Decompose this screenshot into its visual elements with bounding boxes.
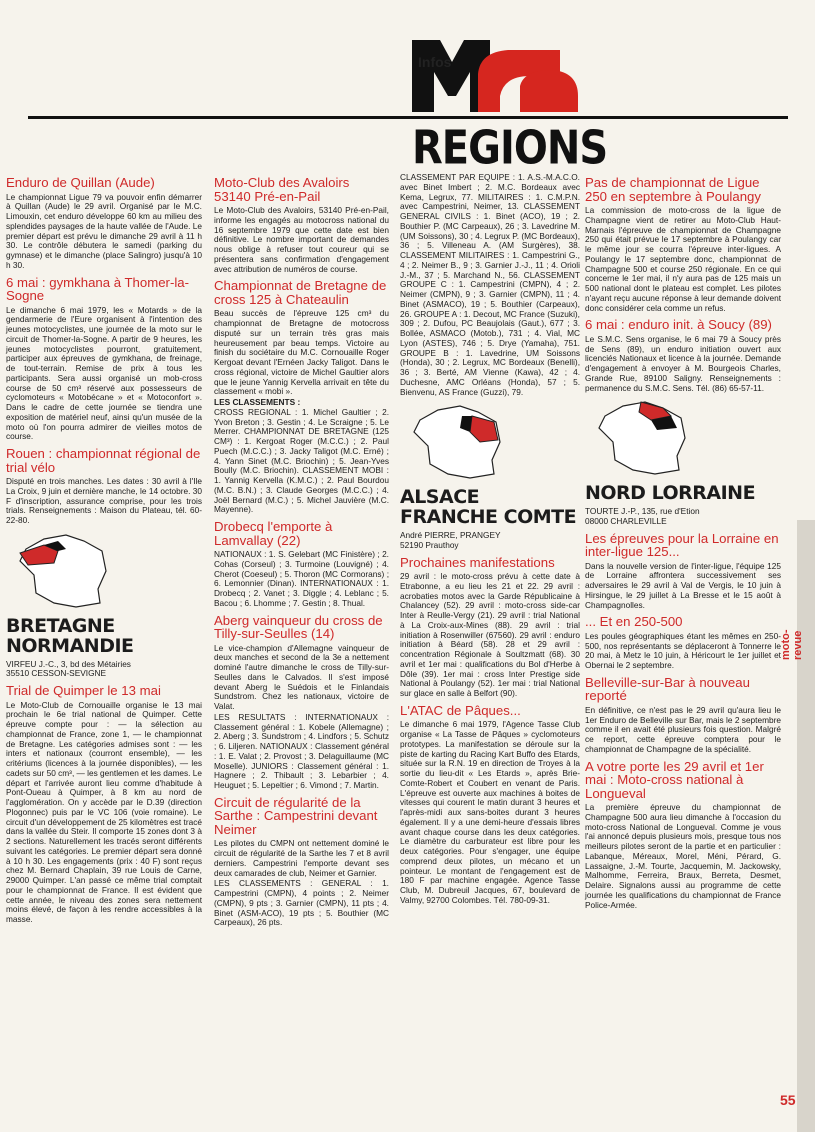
article-title: ... Et en 250-500 — [585, 614, 683, 630]
article-body: Le dimanche 6 mai 1979, l'Agence Tasse Club organise « La Tasse de Pâques » cyclomoteurs prototypes. La manifestation se déroule sur la piste de karting du Racing Kart Buffo des Etards, située sur la R.N. 19 en direction de Troyes à la sortie du lieu-dit « Les Etards », après Brie-Comte-Robert et Coubert en venant de Paris. L'épreuve est ouverte aux machines à boites de vitesses qui courent le matin durant 3 heures et l'après-midi aux sans-boites durant 3 heures également. Il y a une demi-heure d'essais libres avant chaque course dans les deux catégories. Le diamètre du carburateur est libre pour les deux catégories. Pour s'engager, une équipe comprend deux pilotes, un mécano et un pointeur. Le montant de l'engagement est de 180 F par machine engagée. Agence Tasse Club, M. Dubreuil Jacques, 67, boulevard de Valmy, 92700 Colombes. Tél. 780-09-31. — [400, 719, 580, 905]
infos-label: Infos — [418, 54, 452, 70]
article-title: Aberg vainqueur du cross de Tilly-sur-Seulles (14) — [214, 612, 383, 641]
article-title: Rouen : championnat régional de trial vélo — [6, 446, 201, 475]
article-body: Le S.M.C. Sens organise, le 6 mai 79 à Soucy près de Sens (89), un enduro initiation ouvert aux licenciés Nationaux et licence à la journée. Demande d'engagement à envoyer à M. Bourgeois Charles, Grande Rue, 89100 Saligny. Renseignements : permanence du S.M.C. Sens. Tél. (86) 65-57-11. — [585, 333, 781, 393]
article-title: Moto-Club des Avaloirs 53140 Pré-en-Pail — [214, 175, 350, 204]
article-body: En définitive, ce n'est pas le 29 avril qu'aura lieu le 1er Enduro de Belleville sur Bar, mais le 2 septembre comme il en avait été plusieurs fois question. Malgré ce report, cette épreuve comptera pour le championnat de Champagne de la spécialité. — [585, 704, 781, 754]
page-edge-strip — [797, 520, 815, 1132]
article-title: 6 mai : gymkhana à Thomer-la-Sogne — [6, 274, 189, 303]
region-name: BRETAGNE — [6, 614, 115, 637]
france-map-icon — [408, 402, 508, 480]
column-4 — [585, 176, 781, 911]
results-body: LES CLASSEMENTS : GENERAL : 1. Campestrini (CMPN), 4 points ; 2. Neimer (CMPN), 9 pts ; 3. Garnier (CMPN), 11 pts ; 4. Binet (ASM-ACO), 19 pts ; 5. Bouthier (MC Carpeaux), 26 pts. — [214, 878, 389, 928]
regions-title: REGIONS — [412, 122, 608, 175]
results-body: CROSS REGIONAL : 1. Michel Gaultier ; 2. Yvon Breton ; 3. Gestin ; 4. Le Scraigne ; 5. Le Merrer. CHAMPIONNAT DE BRETAGNE (125 CM³) : 1. Kergoat Roger (M.C.C.) ; 2. Paul Puech (M.C.C.) ; 3. Jacky Taligot (M.C. Erné) ; 4. Yann Sinet (M.C. Briochin) ; 5. Jean-Yves Boully (M.C. Briochin). CLASSEMENT MOBI : 1. Yannig Kervella (K.M.C.) ; 2. Paul Bourdou (M.C. B.N.) ; 3. Claude Georges (M.C.C.) ; 4. Joël Bernard (M.C.) ; 5. Michel Jauvière (M.C. Mayenne). — [214, 406, 389, 515]
article-body: La première épreuve du championnat de Champagne 500 aura lieu dimanche à l'occasion du moto-cross National de Longueval. Comme je vous l'ai annoncé depuis plusieurs mois, presque tous nos meilleurs pilotes seront de la partie et en particulier : Labanque, Méreaux, Morel, Méni, Pérard, G. Lassaigne, J.-M. Tourte, Jacquemin, M. Jackowsky, Malhomme, Ferreira, Braux, Berreta, Desmet, Delaire. Signalons aussi au programme de cette journée les qualifications du championnat de France Police-Armée. — [585, 802, 781, 910]
article-body: Le Moto-Club de Cornouaille organise le 13 mai prochain le 6e trial national de Quimper. Cette épreuve compte pour : — la sélection au championnat de France, zone 1, — le championnat de Bretagne. Les catégories admises sont : — les inters et nationaux (courront ensemble), — les critériums (licences à la journée disponibles), — les cadets sur 50 cm³, — les gentlemen et les dames. Le départ et l'arrivée auront lieu comme d'habitude à Pont-Oueau à Quimper, à 8 km au nord de l'agglomération. On y accède par le D.39 (direction Plogonnec) puis par le VC 106 (voie romaine). Le circuit d'un développement de 25 kilomètres est tracé dans la vallée du Steir. Il comporte 15 zones dont 3 à 2 sections. Naturellement les tracés seront différents suivant les catégories. Le premier départ sera donné à 10 h 30. Les engagements (prix : 40 F) sont reçus chez M. Bernard Chaplain, 39 rue Louis de Carne, 29000 Quimper. L'an passé ce même trial comptait pour le championnat de France. Il est évident que cette année, le niveau des zones sera nettement moins élevé, de façon à les rendre accessibles à la masse. — [6, 699, 202, 924]
page-number: 55 — [780, 1092, 796, 1108]
article-body: Dans la nouvelle version de l'inter-ligue, l'équipe 125 de Lorraine affrontera successivement ses adversaires le 29 avril à Val de Vergis, le 10 juin à Hirsingue, le 29 juillet à La Bresse et le 15 août à Champagnolles. — [585, 560, 781, 610]
article-title: Circuit de régularité de la Sarthe : Campestrini devant Neimer — [214, 794, 378, 837]
article-title: L'ATAC de Pâques... — [400, 702, 521, 718]
article-title: Belleville-sur-Bar à nouveau reporté — [585, 674, 750, 704]
region-heading: NORD LORRAINE — [585, 482, 756, 504]
column-3 — [400, 173, 580, 907]
column-1 — [6, 176, 202, 926]
header-graphic — [0, 0, 815, 170]
region-name: ALSACE — [400, 486, 480, 508]
france-map-icon — [593, 398, 693, 476]
article-title: 6 mai : enduro init. à Soucy (89) — [585, 317, 772, 333]
address-line: TOURTE J.-P., 135, rue d'Etion — [585, 506, 700, 516]
article-body: Le dimanche 6 mai 1979, les « Motards » de la gendarmerie de l'Eure organisent à l'intention des jeunes motocyclistes, une journée de la moto sur le circuit de Thomer-la-Sogne. A partir de 9 heures, les jeunes motocyclistes pourront, gratuitement, participer aux épreuves de gymkhana, de freinage, de tout-terrain. Remise de prix à tous les participants. Sera aussi organisé un mob-cross course de 50 cm³ réservé aux possesseurs de cyclomoteurs « Motobécane » et « Motoconfort ». Dans le cadre de cette journée se tiendra une exposition de matériel neuf, ainsi qu'un musée de la moto où l'on pourra admirer de vieilles motos de course. — [6, 304, 202, 442]
address-line: 52190 Prauthoy — [400, 539, 459, 550]
article-body: Le championnat Ligue 79 va pouvoir enfin démarrer à Quillan (Aude) le 29 avril. Organisé par le M.C. Limouxin, cet enduro développe 60 km au milieu des splendides paysages de la haute vallée de l'Aude. Le premier départ est prévu le dimanche 29 avril à 11 h 30. Le contrôle débutera le samedi (parking du gymnase) et le dimanche (place Salingro) jusqu'à 10 h 30. — [6, 191, 202, 270]
region-address — [585, 507, 781, 527]
column-2 — [214, 176, 389, 929]
article-body: Disputé en trois manches. Les dates : 30 avril à l'Ile La Croix, 9 juin et dernière manche, le 14 octobre. 30 F d'inscription, assurance comprise, pour les trois trials. Renseignements : Maison du Plateau, tél. 60-22-80. — [6, 476, 202, 525]
region-name: FRANCHE COMTE — [400, 506, 577, 528]
address-line: VIRFEU J.-C., 3, bd des Métairies — [6, 658, 131, 669]
france-map-icon — [14, 531, 114, 609]
magazine-name: moto-revue — [780, 629, 804, 660]
article-title: A votre porte les 29 avril et 1er mai : Moto-cross national à Longueval — [585, 758, 764, 801]
article-body: La commission de moto-cross de la ligue de Champagne vient de retirer au Moto-Club Haut-Marnais l'épreuve de championnat de Champagne 250 qui était prévue le 17 septembre à Poulangy car le même jour se courra l'épreuve inter-ligues. A Poulangy le 17 septembre donc, championnat de Champagne 500 et course 250 régionale. En ce qui concerne le 1er mai, il n'y aura pas de 125 mais un 500 national dont le plateau est complet. Les pilotes n'ayant reçu aucune réponse à leur demande doivent donc considérer cela comme un refus. — [585, 205, 781, 313]
address-line: 08000 CHARLEVILLE — [585, 515, 667, 526]
address-line: 35510 CESSON-SEVIGNE — [6, 668, 107, 679]
article-body: 29 avril : le moto-cross prévu à cette date à Etrabonne, a eu lieu les 21 et 22. 29 avril : acrobaties motos avec la Garde Républicaine à Chalancey (52). 29 avril : moto-cross side-car Inter à Reulle-Vergy (21). 29 avril : trial National à La Croix-aux-Mines (88). 29 avril : trial initiation à Rosenwiller (67560). 29 avril : enduro initiation à Béard (58). 28 et 29 avril : concentration Régionale à Soultzmatt (68). 30 avril et 1er mai : qualifications du Bol d'Herbe à Dôle (39). 1er mai : cross Inter Prestige side National à Poulangy (52). 1er mai : trial National sur glace en salle à Belfort (90). — [400, 571, 580, 698]
article-body: Le Moto-Club des Avaloirs, 53140 Pré-en-Pail, informe les engagés au motocross national du 16 septembre 1979 que cette date est bien définitive. Le nombre important de demandes nous oblige à refuser tout coureur qui se présentera sans confirmation d'engagement avec attribution de numéros de course. — [214, 205, 389, 274]
region-address — [400, 531, 580, 551]
region-address — [6, 660, 202, 680]
results-body: CLASSEMENT PAR EQUIPE : 1. A.S.-M.A.C.O. avec Binet Imbert ; 2. M.C. Bordeaux avec Kema, Legrux, 77. MILITAIRES : 1. C.M.P.N. avec Campestrini, Neimer, 13. CLASSEMENT GENERAL CIVILS : 1. Binet (ACO), 19 ; 2. Bouthier P. (MC Carpeaux), 26 ; 3. Lavedrine M. (UM Soissons), 30 ; 4. Legrux P. (MC Bordeaux), 36 ; 5. Villeneau A. (AM Surgères), 38. CLASSEMENT MILITAIRES : 1. Campestrini G., 4 ; 2. Neimer B., 9 ; 3. Garnier J.-J., 11 ; 4. Orioli J.-M., 37 ; 5. Marchand N., 56. CLASSEMENT GROUPE C : 1. Campestrini (CMPN), 4 ; 2. Neimer (CMPN), 9 ; 3. Garnier (CMPN), 11 ; 4. Binet (ASMACO), 19 ; 5. Bouthier (Carpeaux), 26. GROUPE A : 1. Decout, MC France (Suzuki), 309 ; 2. Dufou, PC Beaujolais (Gaut.), 677 ; 3. Bollée, ASMACO (Motob.), 731 ; 4. Vial, MC Lyon (ASTES), 746 ; 5. Drye (Yamaha), 751. GROUPE B : 1. Lavedrine, UM Soissons (Honda), 30 ; 2. Legrux, MC Bordeaux (Benelli), 36 ; 3. Berté, AM Vienne (Kawa), 42 ; 4. Duchesne, AMC Orléans (Honda), 57 ; 5. Bienvenu, AS France (Guzzi), 79. — [400, 172, 580, 397]
article-title: Championnat de Bretagne de cross 125 à Chateaulin — [214, 278, 387, 307]
article-title: Pas de championnat de Ligue 250 en septembre à Poulangy — [585, 175, 761, 204]
article-body: Le vice-champion d'Allemagne vainqueur de deux manches et second de la 3e a nettement dominé l'autre dimanche le cross de Tilly-sur-Seulles dans le Calvados. Il s'est imposé devant Aberg le Suédois et le Finlandais Sundstrom. Chez les nationaux, victoire de Valat. — [214, 642, 389, 711]
address-line: André PIERRE, PRANGEY — [400, 530, 501, 540]
region-heading — [6, 616, 202, 656]
article-title: Drobecq l'emporte à Lamvallay (22) — [214, 519, 333, 548]
page-header — [0, 0, 815, 175]
article-body: Les pilotes du CMPN ont nettement dominé le circuit de régularité de la Sarthe les 7 et 8 avril derniers. Campestrini l'emporte devant ses deux camarades de club, Neimer et Garnier. — [214, 838, 389, 878]
region-heading — [400, 487, 580, 527]
article-title: Prochaines manifestations — [400, 554, 555, 570]
region-name: NORMANDIE — [6, 634, 134, 657]
article-title: Les épreuves pour la Lorraine en inter-ligue 125... — [585, 530, 779, 559]
article-body: Beau succès de l'épreuve 125 cm³ du championnat de Bretagne de motocross disputé sur un terrain très gras mais heureusement par beau temps. Victoire au finish du sociétaire du M.C. Cornouaille Roger Kergoat devant l'Ernéen Jacky Taligot. Dans le cross régional, victoire de Michel Gaultier alors que le jeune Yannig Kervella arrivait en tête du classement « mobi ». — [214, 308, 389, 397]
article-title: Enduro de Quillan (Aude) — [6, 175, 155, 190]
results-body: LES RESULTATS : INTERNATIONAUX : Classement général : 1. Kobele (Allemagne) ; 2. Aberg ; 3. Sundstrom ; 4. Lindfors ; 5. Schutz ; 6. Liljeren. NATIONAUX : Classement général : 1. E. Valat ; 2. Provost ; 3. Delaguillaume (MC Moselle). JUNIORS : Classement général : 1. Hagnere ; 2. Thibault ; 3. Lebarbier ; 4. Heuguet ; 5. Lepeltier ; 6. Vimond ; 7. Martin. — [214, 711, 389, 790]
article-body: Les poules géographiques étant les mêmes en 250-500, nos représentants se déplaceront à Tonnerre le 20 mai, à Metz le 10 juin, à Héricourt le 1er juillet et Obernai le 2 septembre. — [585, 630, 781, 670]
results-heading: LES CLASSEMENTS : — [214, 397, 301, 407]
header-rule — [28, 116, 788, 119]
article-body: NATIONAUX : 1. S. Gelebart (MC Finistère) ; 2. Cohas (Corseul) ; 3. Turmoine (Louvigné) ; 4. Cherot (Coeseul) ; 5. Thoron (MC Cormorans) ; 6. Lemonnier (Dinan). INTERNATIONAUX : 1. Drobecq ; 2. Vanet ; 3. Diggle ; 4. Leblanc ; 5. Bacou ; 6. Lhomme ; 7. Gestin ; 8. Thual. — [214, 549, 389, 608]
article-title: Trial de Quimper le 13 mai — [6, 683, 161, 698]
mr-logo — [412, 40, 578, 112]
